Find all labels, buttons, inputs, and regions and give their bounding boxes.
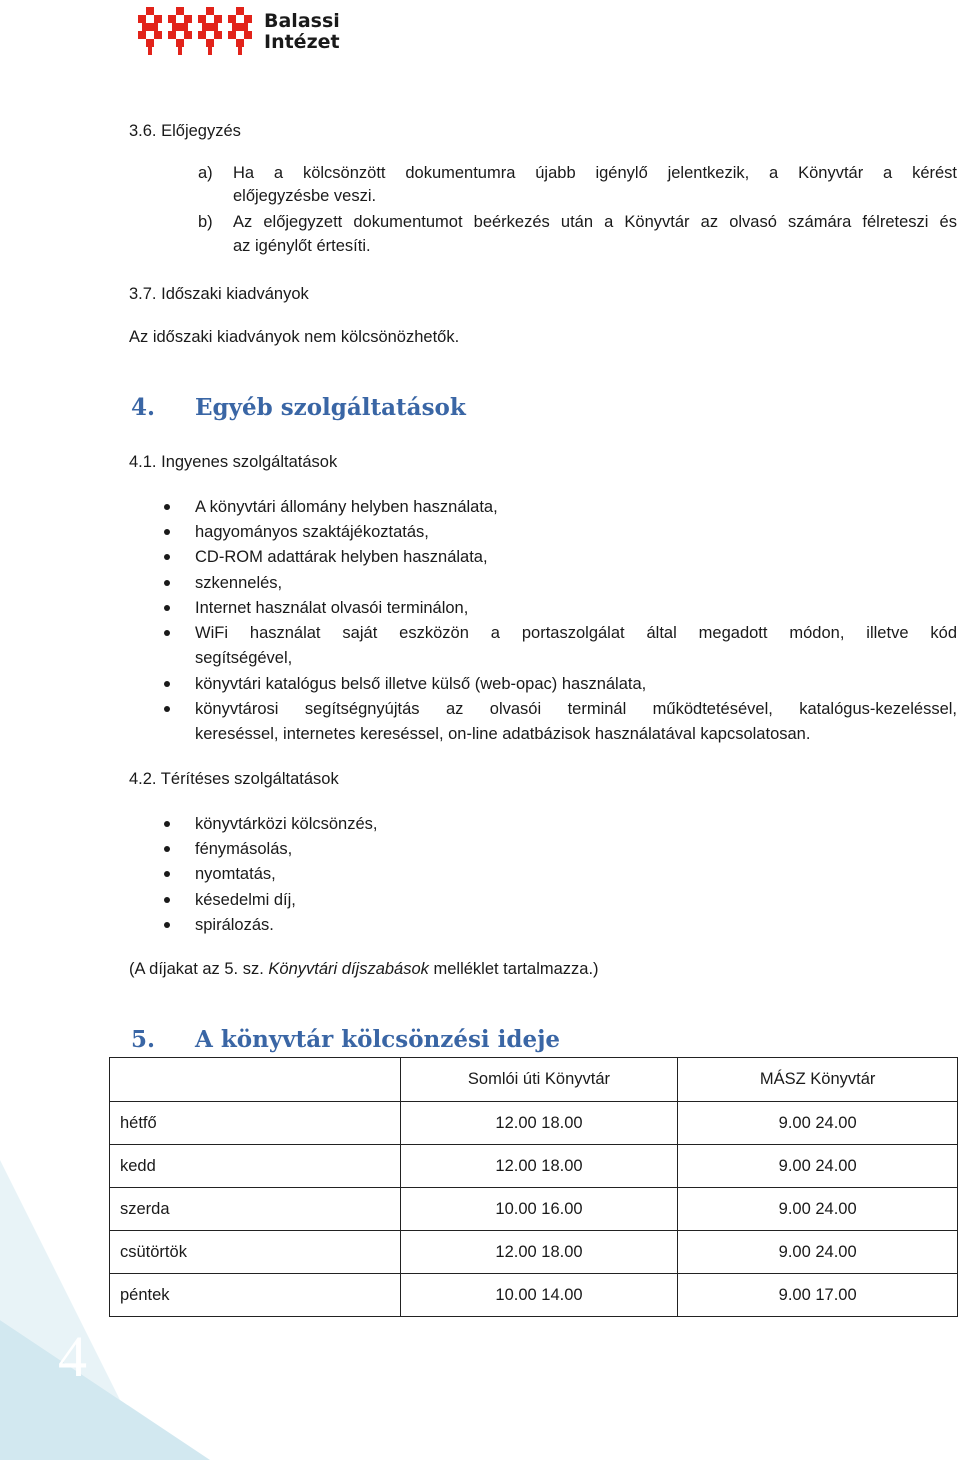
chapter-4-number: 4. bbox=[131, 394, 156, 421]
fee-note bbox=[129, 958, 599, 980]
bullet-icon bbox=[164, 922, 170, 928]
item-b-line1: Az előjegyzett dokumentumot beérkezés után a Könyvtár az olvasó számára félreteszi és bbox=[233, 213, 957, 231]
table-row bbox=[110, 1231, 958, 1274]
bullet-icon bbox=[164, 605, 170, 611]
text-3-7: Az időszaki kiadványok nem kölcsönözhetők. bbox=[129, 328, 460, 346]
item-a-line2: előjegyzésbe veszi. bbox=[233, 187, 377, 205]
table-header-row bbox=[110, 1058, 958, 1102]
hours-cell: 12.00 18.00 bbox=[400, 1145, 678, 1188]
table-row bbox=[110, 1274, 958, 1317]
logo-emblem bbox=[138, 7, 254, 57]
heading-4-2: 4.2. Térítéses szolgáltatások bbox=[129, 770, 339, 788]
item-a-line1: Ha a kölcsönzött dokumentumra újabb igénylő jelentkezik, a Könyvtár a kérést bbox=[233, 164, 957, 182]
hours-cell: 12.00 18.00 bbox=[400, 1231, 678, 1274]
balassi-logo bbox=[138, 6, 340, 58]
bullet-icon bbox=[164, 554, 170, 560]
hours-cell: 9.00 24.00 bbox=[678, 1188, 958, 1231]
item-a-marker: a) bbox=[198, 164, 213, 182]
list-item: könyvtárközi kölcsönzés, bbox=[195, 815, 378, 833]
hours-cell: 10.00 16.00 bbox=[400, 1188, 678, 1231]
table-row bbox=[110, 1188, 958, 1231]
item-b-marker: b) bbox=[198, 213, 213, 231]
bullet-icon bbox=[164, 630, 170, 636]
list-item-continuation: kereséssel, internetes kereséssel, on-line adatbázisok használatával kapcsolatosan. bbox=[195, 725, 811, 743]
bullet-icon bbox=[164, 580, 170, 586]
list-item: könyvtári katalógus belső illetve külső (web-opac) használata, bbox=[195, 675, 647, 693]
table-header-cell: Somlói úti Könyvtár bbox=[400, 1058, 678, 1102]
day-cell: szerda bbox=[110, 1188, 401, 1231]
table-row bbox=[110, 1102, 958, 1145]
page-number: 4 bbox=[58, 1324, 87, 1389]
hours-cell: 12.00 18.00 bbox=[400, 1102, 678, 1145]
list-item: szkennelés, bbox=[195, 574, 283, 592]
bullet-icon bbox=[164, 871, 170, 877]
fee-note-pre: (A díjakat az 5. sz. bbox=[129, 960, 269, 978]
day-cell: péntek bbox=[110, 1274, 401, 1317]
logo-line2: Intézet bbox=[264, 31, 340, 53]
fee-note-post: melléklet tartalmazza.) bbox=[428, 960, 599, 978]
chapter-5-number: 5. bbox=[131, 1026, 156, 1053]
list-item-continuation: segítségével, bbox=[195, 649, 293, 667]
list-item: spirálozás. bbox=[195, 916, 274, 934]
table-header-cell: MÁSZ Könyvtár bbox=[678, 1058, 958, 1102]
hours-cell: 9.00 17.00 bbox=[678, 1274, 958, 1317]
heading-4-1: 4.1. Ingyenes szolgáltatások bbox=[129, 453, 338, 471]
heading-3-7: 3.7. Időszaki kiadványok bbox=[129, 285, 309, 303]
list-item: WiFi használat saját eszközön a portaszolgálat által megadott módon, illetve kód bbox=[195, 624, 957, 642]
logo-text bbox=[264, 11, 340, 53]
list-item: Internet használat olvasói terminálon, bbox=[195, 599, 469, 617]
bullet-icon bbox=[164, 846, 170, 852]
bullet-icon bbox=[164, 706, 170, 712]
list-item: könyvtárosi segítségnyújtás az olvasói terminál működtetésével, katalógus-kezeléssel, bbox=[195, 700, 957, 718]
fee-note-italic: Könyvtári díjszabások bbox=[268, 960, 429, 978]
item-b-line2: az igénylőt értesíti. bbox=[233, 237, 371, 255]
chapter-4-heading bbox=[131, 394, 466, 421]
day-cell: kedd bbox=[110, 1145, 401, 1188]
chapter-5-title: A könyvtár kölcsönzési ideje bbox=[195, 1026, 561, 1053]
bullet-icon bbox=[164, 504, 170, 510]
chapter-4-title: Egyéb szolgáltatások bbox=[195, 394, 466, 421]
list-item: nyomtatás, bbox=[195, 865, 276, 883]
hours-cell: 9.00 24.00 bbox=[678, 1231, 958, 1274]
list-item: fénymásolás, bbox=[195, 840, 293, 858]
hours-cell: 10.00 14.00 bbox=[400, 1274, 678, 1317]
table-header-cell bbox=[110, 1058, 401, 1102]
day-cell: csütörtök bbox=[110, 1231, 401, 1274]
bullet-icon bbox=[164, 681, 170, 687]
heading-3-6: 3.6. Előjegyzés bbox=[129, 122, 241, 140]
logo-line1: Balassi bbox=[264, 10, 340, 32]
day-cell: hétfő bbox=[110, 1102, 401, 1145]
table-row bbox=[110, 1145, 958, 1188]
hours-cell: 9.00 24.00 bbox=[678, 1102, 958, 1145]
list-item: CD-ROM adattárak helyben használata, bbox=[195, 548, 488, 566]
bullet-icon bbox=[164, 821, 170, 827]
list-item: késedelmi díj, bbox=[195, 891, 296, 909]
list-item: hagyományos szaktájékoztatás, bbox=[195, 523, 429, 541]
hours-cell: 9.00 24.00 bbox=[678, 1145, 958, 1188]
chapter-5-heading bbox=[131, 1026, 560, 1053]
opening-hours-table bbox=[109, 1057, 958, 1317]
list-item: A könyvtári állomány helyben használata, bbox=[195, 498, 498, 516]
bullet-icon bbox=[164, 897, 170, 903]
bullet-icon bbox=[164, 529, 170, 535]
